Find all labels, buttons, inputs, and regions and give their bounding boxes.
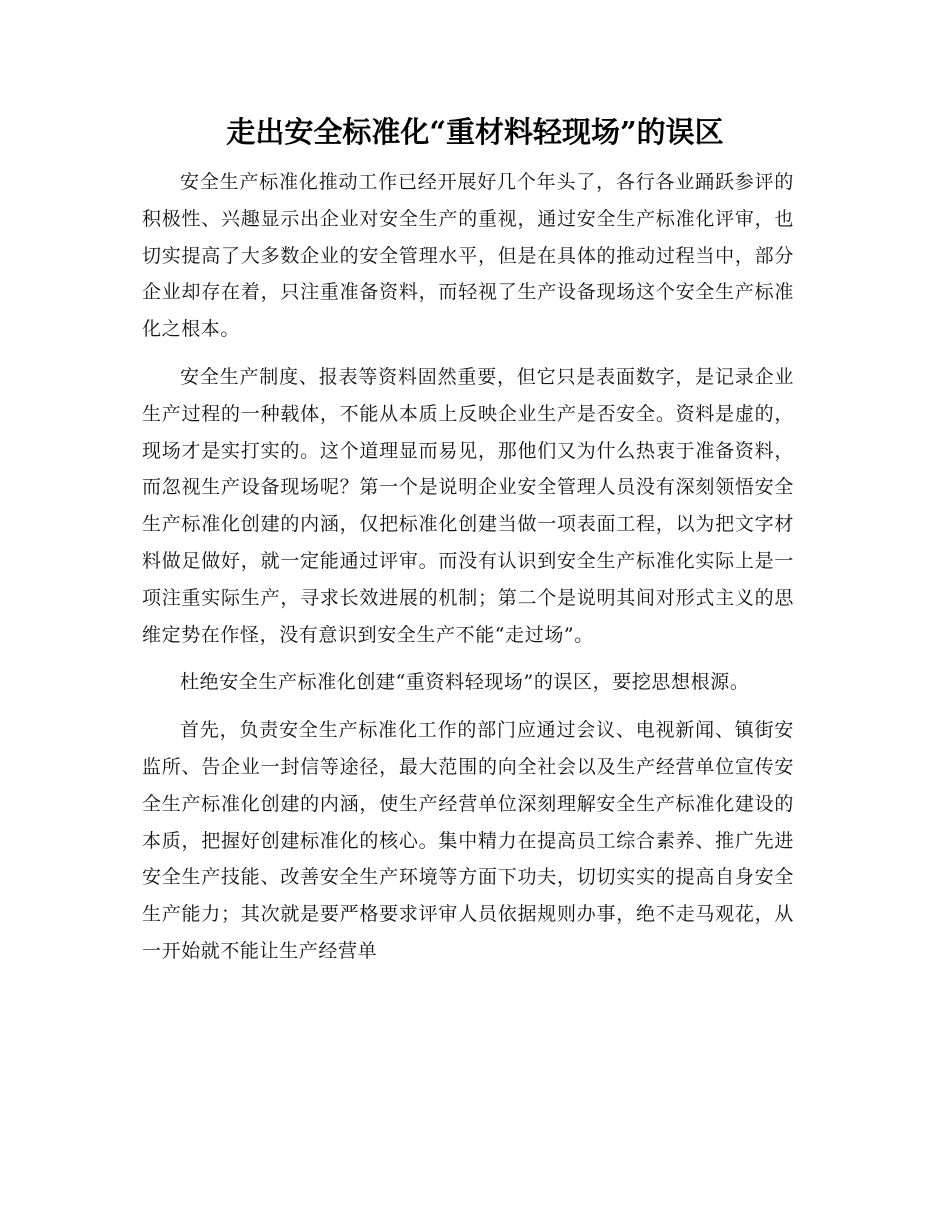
- paragraph: 首先，负责安全生产标准化工作的部门应通过会议、电视新闻、镇街安监所、告企业一封信等途径，最大范围的向全社会以及生产经营单位宣传安全生产标准化创建的内涵，使生产经营单位深刻理解安全生产标准化建设的本质，把握好创建标准化的核心。集中精力在提高员工综合素养、推广先进安全生产技能、改善安全生产环境等方面下功夫，切切实实的提高自身安全生产能力；其次就是要严格要求评审人员依据规则办事，绝不走马观花，从一开始就不能让生产经营单: [142, 719, 794, 962]
- document-title: 走出安全标准化“重材料轻现场”的误区: [226, 115, 724, 149]
- paragraph: 杜绝安全生产标准化创建“重资料轻现场”的误区，要挖思想根源。: [180, 671, 750, 694]
- paragraph: 安全生产标准化推动工作已经开展好几个年头了，各行各业踊跃参评的积极性、兴趣显示出企业对安全生产的重视，通过安全生产标准化评审，也切实提高了大多数企业的安全管理水平，但是在具体的推动过程当中，部分企业却存在着，只注重准备资料，而轻视了生产设备现场这个安全生产标准化之根本。: [142, 171, 794, 341]
- paragraph: 安全生产制度、报表等资料固然重要，但它只是表面数字，是记录企业生产过程的一种载体，不能从本质上反映企业生产是否安全。资料是虚的，现场才是实打实的。这个道理显而易见，那他们又为什么热衷于准备资料，而忽视生产设备现场呢？第一个是说明企业安全管理人员没有深刻领悟安全生产标准化创建的内涵，仅把标准化创建当做一项表面工程，以为把文字材料做足做好，就一定能通过评审。而没有认识到安全生产标准化实际上是一项注重实际生产，寻求长效进展的机制；第二个是说明其间对形式主义的思维定势在作怪，没有意识到安全生产不能“走过场”。: [142, 365, 794, 646]
- document-body: [142, 164, 794, 981]
